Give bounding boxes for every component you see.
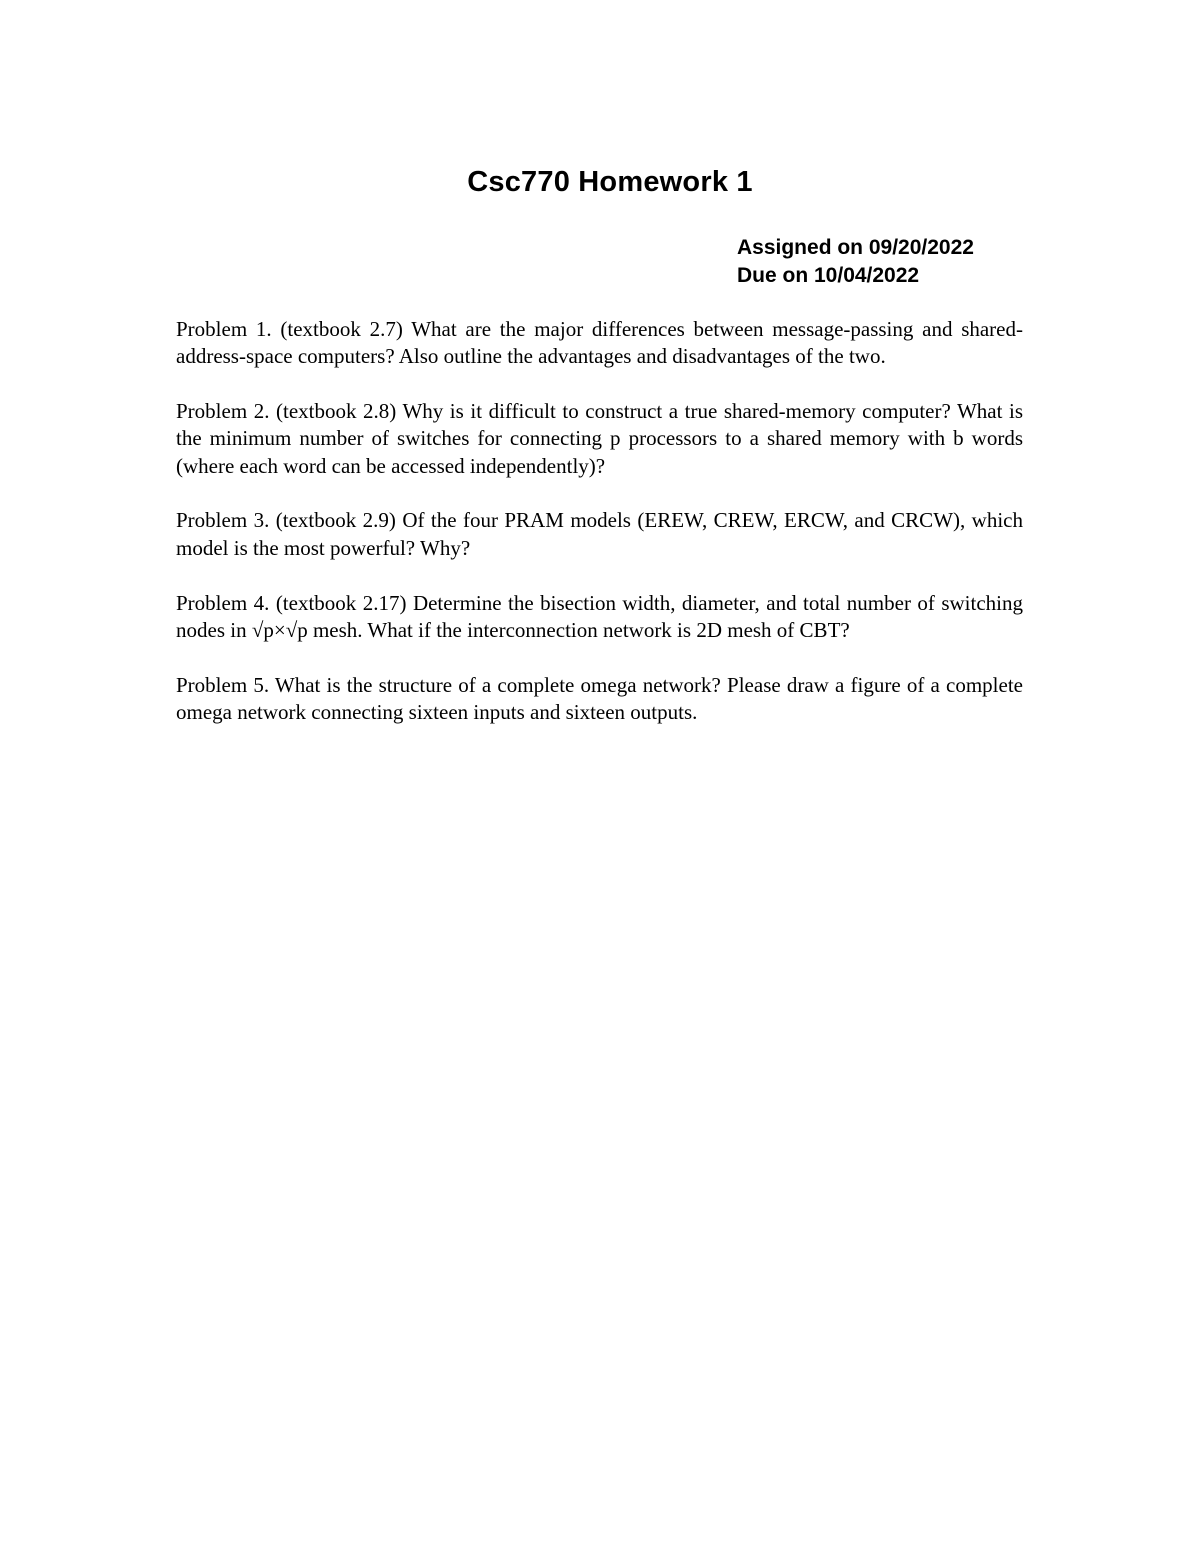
problem-4: Problem 4. (textbook 2.17) Determine the bisection width, diameter, and total number of switching nodes in √p×√p mesh. What if the interconnection network is 2D mesh of CBT? [176, 590, 1023, 642]
problem-2: Problem 2. (textbook 2.8) Why is it difficult to construct a true shared-memory computer? What is the minimum number of switches for connecting p processors to a shared memory with b words (where each word can be accessed independently)? [176, 399, 1023, 478]
due-date: Due on 10/04/2022 [737, 264, 920, 287]
problem-list [176, 316, 1023, 754]
assigned-date: Assigned on 09/20/2022 [737, 236, 974, 259]
problem-1: Problem 1. (textbook 2.7) What are the major differences between message-passing and shared-address-space computers? Also outline the advantages and disadvantages of the two. [176, 317, 1023, 369]
problem-5: Problem 5. What is the structure of a complete omega network? Please draw a figure of a complete omega network connecting sixteen inputs and sixteen outputs. [176, 672, 1023, 724]
dates-block [737, 234, 974, 290]
document-title: Csc770 Homework 1 [467, 166, 753, 198]
problem-3: Problem 3. (textbook 2.9) Of the four PRAM models (EREW, CREW, ERCW, and CRCW), which model is the most powerful? Why? [176, 508, 1023, 560]
